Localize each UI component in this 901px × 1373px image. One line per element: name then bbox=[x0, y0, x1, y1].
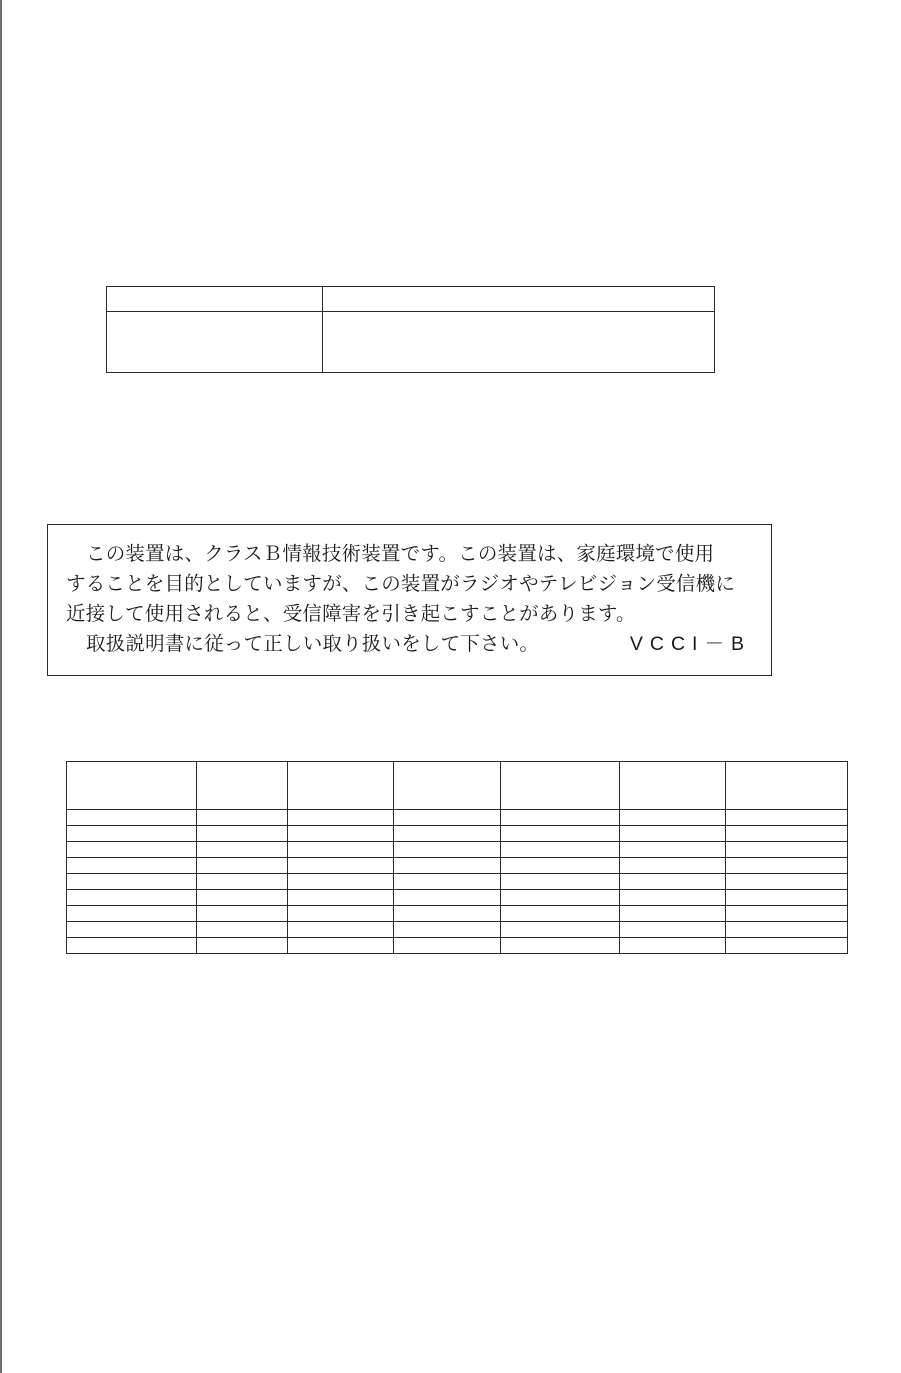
table-cell bbox=[501, 922, 620, 938]
table-cell bbox=[197, 858, 288, 874]
table-row bbox=[67, 890, 848, 906]
table-cell bbox=[288, 826, 394, 842]
table-cell bbox=[197, 762, 288, 810]
table-cell bbox=[288, 938, 394, 954]
vcci-notice-box bbox=[47, 524, 772, 676]
table-cell bbox=[620, 762, 726, 810]
table-cell bbox=[323, 312, 715, 373]
table-cell bbox=[67, 922, 197, 938]
table-cell bbox=[288, 810, 394, 826]
table-cell bbox=[394, 906, 501, 922]
table-cell bbox=[394, 922, 501, 938]
table-cell bbox=[67, 906, 197, 922]
table-cell bbox=[197, 826, 288, 842]
table-row bbox=[107, 287, 715, 312]
table-cell bbox=[394, 874, 501, 890]
table-cell bbox=[726, 858, 848, 874]
table-row bbox=[67, 922, 848, 938]
table-cell bbox=[288, 762, 394, 810]
notice-line-4 bbox=[66, 629, 755, 659]
table-cell bbox=[67, 826, 197, 842]
table-cell bbox=[67, 810, 197, 826]
table-cell bbox=[726, 906, 848, 922]
table-row bbox=[67, 842, 848, 858]
page-left-edge bbox=[0, 0, 2, 1373]
table-cell bbox=[620, 906, 726, 922]
table-cell bbox=[394, 826, 501, 842]
table-cell bbox=[67, 890, 197, 906]
table-cell bbox=[288, 890, 394, 906]
table-cell bbox=[323, 287, 715, 312]
bottom-empty-table bbox=[66, 761, 848, 954]
table-cell bbox=[288, 906, 394, 922]
table-cell bbox=[501, 826, 620, 842]
table-cell bbox=[620, 842, 726, 858]
table-cell bbox=[726, 762, 848, 810]
table-cell bbox=[726, 890, 848, 906]
table-row bbox=[67, 858, 848, 874]
table-cell bbox=[726, 874, 848, 890]
table-cell bbox=[620, 874, 726, 890]
table-cell bbox=[726, 826, 848, 842]
table-cell bbox=[197, 810, 288, 826]
table-cell bbox=[288, 842, 394, 858]
table-cell bbox=[620, 858, 726, 874]
table-cell bbox=[501, 874, 620, 890]
table-row bbox=[67, 906, 848, 922]
table-cell bbox=[620, 810, 726, 826]
table-cell bbox=[394, 810, 501, 826]
table-cell bbox=[197, 874, 288, 890]
table-cell bbox=[501, 762, 620, 810]
table-cell bbox=[288, 922, 394, 938]
table-cell bbox=[288, 858, 394, 874]
table-cell bbox=[726, 842, 848, 858]
table-cell bbox=[67, 762, 197, 810]
table-cell bbox=[288, 874, 394, 890]
table-cell bbox=[394, 842, 501, 858]
table-cell bbox=[197, 906, 288, 922]
table-cell bbox=[726, 938, 848, 954]
table-row bbox=[107, 312, 715, 373]
table-cell bbox=[501, 810, 620, 826]
vcci-class-code: VCCI－B bbox=[629, 633, 751, 655]
table-row bbox=[67, 810, 848, 826]
table-cell bbox=[67, 858, 197, 874]
table-cell bbox=[501, 906, 620, 922]
table-cell bbox=[107, 312, 323, 373]
table-cell bbox=[501, 938, 620, 954]
notice-line-1: この装置は、クラスＢ情報技術装置です。この装置は、家庭環境で使用 bbox=[86, 542, 715, 565]
top-empty-table bbox=[106, 286, 715, 373]
table-header-row bbox=[67, 762, 848, 810]
table-cell bbox=[197, 890, 288, 906]
table-cell bbox=[394, 858, 501, 874]
table-row bbox=[67, 938, 848, 954]
table-cell bbox=[394, 938, 501, 954]
table-cell bbox=[620, 890, 726, 906]
table-cell bbox=[67, 938, 197, 954]
notice-instruction: 取扱説明書に従って正しい取り扱いをして下さい。 bbox=[86, 632, 540, 655]
table-cell bbox=[197, 922, 288, 938]
table-cell bbox=[197, 938, 288, 954]
table-cell bbox=[67, 842, 197, 858]
table-cell bbox=[67, 874, 197, 890]
table-cell bbox=[501, 858, 620, 874]
table-cell bbox=[394, 890, 501, 906]
table-cell bbox=[107, 287, 323, 312]
notice-line-3: 近接して使用されると、受信障害を引き起こすことがあります。 bbox=[66, 602, 636, 625]
table-cell bbox=[726, 922, 848, 938]
table-cell bbox=[501, 842, 620, 858]
table-cell bbox=[394, 762, 501, 810]
table-cell bbox=[620, 922, 726, 938]
table-cell bbox=[501, 890, 620, 906]
notice-line-2: することを目的としていますが、この装置がラジオやテレビジョン受信機に bbox=[66, 572, 736, 595]
table-row bbox=[67, 826, 848, 842]
table-row bbox=[67, 874, 848, 890]
table-cell bbox=[620, 826, 726, 842]
table-cell bbox=[620, 938, 726, 954]
table-cell bbox=[197, 842, 288, 858]
table-cell bbox=[726, 810, 848, 826]
